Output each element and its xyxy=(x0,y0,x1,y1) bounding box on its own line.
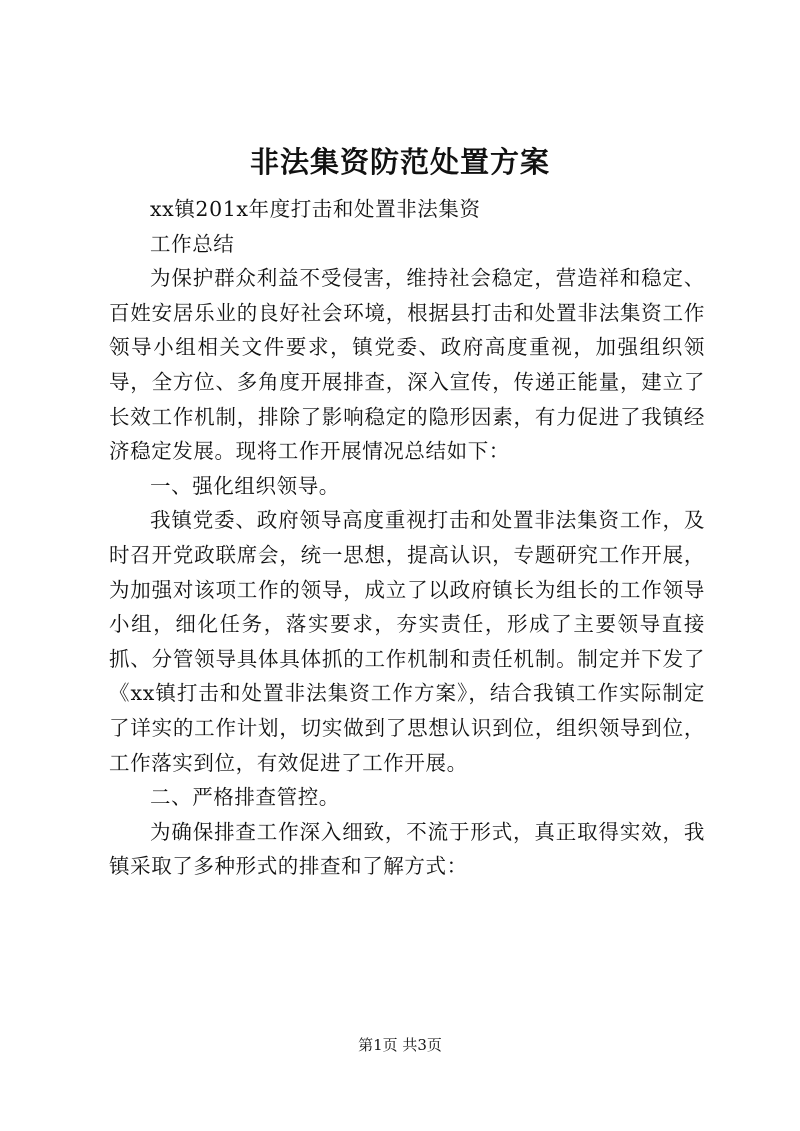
section-heading-1: 一、强化组织领导。 xyxy=(150,473,340,498)
page-number: 第1页 共3页 xyxy=(358,1036,442,1054)
page-footer xyxy=(0,1034,800,1056)
section-1-paragraph: 我镇党委、政府领导高度重视打击和处置非法集资工作，及时召开党政联席会，统一思想，提高认识，专题研究工作开展，为加强对该项工作的领导，成立了以政府镇长为组长的工作领导小组，细化任务，落实要求，夯实责任，形成了主要领导直接抓、分管领导具体具体抓的工作机制和责任机制。制定并下发了《xx镇打击和处置非法集资工作方案》，结合我镇工作实际制定了详实的工作计划，切实做到了思想认识到位，组织领导到位，工作落实到位，有效促进了工作开展。 xyxy=(109,508,705,775)
intro-paragraph: 为保护群众利益不受侵害，维持社会稳定，营造祥和稳定、百姓安居乐业的良好社会环境，根据县打击和处置非法集资工作领导小组相关文件要求，镇党委、政府高度重视，加强组织领导，全方位、多角度开展排查，深入宣传，传递正能量，建立了长效工作机制，排除了影响稳定的隐形因素，有力促进了我镇经济稳定发展。现将工作开展情况总结如下： xyxy=(109,266,705,464)
subtitle-line-2: 工作总结 xyxy=(150,231,235,256)
section-2-paragraph: 为确保排查工作深入细致，不流于形式，真正取得实效，我镇采取了多种形式的排查和了解方式： xyxy=(109,819,705,879)
document-body xyxy=(109,192,705,884)
section-heading-2: 二、严格排查管控。 xyxy=(150,785,340,810)
subtitle-line-1: xx镇201x年度打击和处置非法集资 xyxy=(150,197,481,221)
document-title: 非法集资防范处置方案 xyxy=(249,145,550,179)
